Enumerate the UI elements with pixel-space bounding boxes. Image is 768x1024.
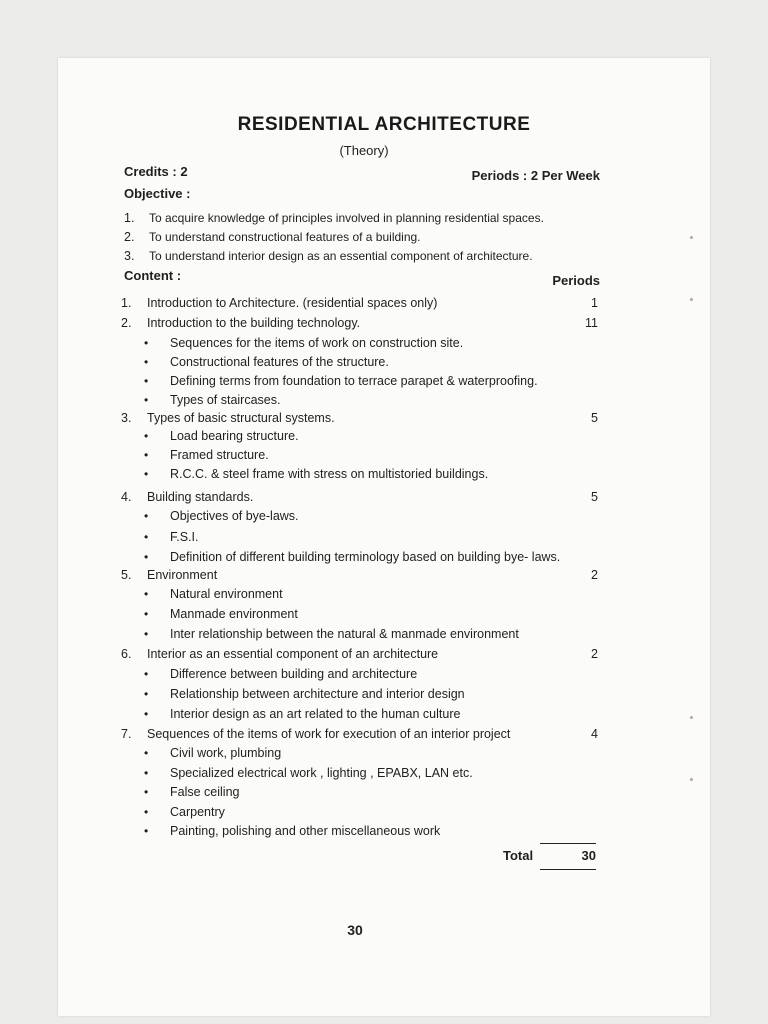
total-rule-bottom — [540, 869, 596, 870]
page-title: RESIDENTIAL ARCHITECTURE — [237, 114, 531, 135]
item-periods: 1 — [591, 296, 598, 310]
content-item-text: Types of basic structural systems. — [147, 411, 335, 425]
content-item-number: 6. — [121, 647, 132, 661]
bullet-icon: • — [144, 374, 149, 388]
content-subitem-text: Interior design as an art related to the human culture — [170, 707, 461, 721]
content-subitem — [0, 587, 768, 605]
content-subitem-text: Specialized electrical work , lighting , EPABX, LAN etc. — [170, 765, 473, 780]
content-item — [0, 490, 768, 508]
content-subitem — [0, 550, 768, 568]
total-label: Total — [503, 848, 534, 863]
objective-number: 2. — [124, 230, 135, 244]
content-subitem — [0, 687, 768, 705]
bullet-icon: • — [144, 393, 149, 407]
content-item — [0, 568, 768, 586]
content-subitem-text: R.C.C. & steel frame with stress on multistoried buildings. — [170, 467, 489, 481]
content-subitem-text: Civil work, plumbing — [170, 746, 282, 760]
content-subitem — [0, 467, 768, 485]
content-subitem-text: Inter relationship between the natural & manmade environment — [170, 627, 519, 641]
content-item — [0, 647, 768, 665]
content-subitem-text: Sequences for the items of work on construction site. — [170, 336, 464, 350]
content-subitem — [0, 530, 768, 548]
bullet-icon: • — [144, 550, 149, 564]
bullet-icon: • — [144, 707, 149, 721]
content-subitem — [0, 766, 768, 784]
content-subitem — [0, 746, 768, 764]
item-periods: 2 — [591, 568, 598, 582]
content-item-number: 7. — [121, 727, 132, 741]
content-subitem-text: Manmade environment — [170, 607, 298, 621]
content-subitem-text: Defining terms from foundation to terrace parapet & waterproofing. — [170, 374, 538, 388]
bullet-icon: • — [144, 627, 149, 641]
content-subitem-text: F.S.I. — [170, 529, 199, 544]
item-periods: 5 — [591, 411, 598, 425]
content-subitem — [0, 429, 768, 447]
bullet-icon: • — [144, 448, 149, 462]
content-subitem — [0, 355, 768, 373]
content-subitem — [0, 607, 768, 625]
content-subitem-text: Natural environment — [170, 587, 283, 601]
item-periods: 5 — [591, 490, 598, 504]
bullet-icon: • — [144, 607, 149, 621]
content-item-text: Introduction to Architecture. (residential spaces only) — [147, 296, 438, 310]
bullet-icon: • — [144, 824, 149, 838]
objective-heading: Objective : — [124, 186, 191, 201]
content-subitem-text: Types of staircases. — [170, 393, 281, 407]
bullet-icon: • — [144, 785, 149, 799]
bullet-icon: • — [144, 746, 149, 760]
content-item — [0, 316, 768, 334]
bullet-icon: • — [144, 687, 149, 701]
content-heading: Content : — [124, 268, 182, 283]
total-rule-top — [540, 843, 596, 844]
content-subitem — [0, 374, 768, 392]
content-subitem-text: Carpentry — [170, 804, 225, 819]
content-subitem — [0, 785, 768, 803]
objective-item — [0, 230, 768, 248]
item-periods: 4 — [591, 727, 598, 741]
page-number: 30 — [347, 922, 363, 938]
content-item-text: Interior as an essential component of an architecture — [147, 647, 439, 661]
objective-item — [0, 211, 768, 229]
content-subitem-text: Painting, polishing and other miscellaneous work — [170, 824, 441, 838]
bullet-icon: • — [144, 336, 149, 350]
paper-speck — [690, 778, 693, 781]
content-item-number: 3. — [121, 411, 132, 425]
content-item — [0, 727, 768, 745]
item-periods: 11 — [585, 316, 598, 330]
bullet-icon: • — [144, 467, 149, 481]
content-item-text: Sequences of the items of work for execution of an interior project — [147, 727, 511, 741]
content-subitem-text: Difference between building and architecture — [170, 667, 418, 681]
objective-number: 3. — [124, 249, 135, 263]
paper-speck — [690, 236, 693, 239]
content-subitem — [0, 448, 768, 466]
bullet-icon: • — [144, 667, 149, 681]
content-subitem — [0, 627, 768, 645]
content-subitem-text: Framed structure. — [170, 448, 269, 462]
content-item — [0, 411, 768, 429]
objective-text: To understand interior design as an essential component of architecture. — [149, 249, 533, 263]
paper-speck — [690, 298, 693, 301]
content-item-text: Introduction to the building technology. — [147, 316, 361, 330]
content-subitem — [0, 509, 768, 527]
bullet-icon: • — [144, 587, 149, 601]
bullet-icon: • — [144, 529, 149, 544]
paper-speck — [690, 716, 693, 719]
credits-label: Credits : 2 — [124, 164, 188, 179]
bullet-icon: • — [144, 509, 149, 523]
bullet-icon: • — [144, 804, 149, 819]
objective-number: 1. — [124, 211, 135, 225]
content-subitem-text: Definition of different building terminology based on building bye- laws. — [170, 550, 561, 564]
periods-per-week-label: Periods : 2 Per Week — [471, 168, 600, 183]
objective-item — [0, 249, 768, 267]
content-item — [0, 296, 768, 314]
content-subitem — [0, 805, 768, 823]
content-subitem-text: Relationship between architecture and interior design — [170, 687, 465, 701]
periods-heading: Periods — [552, 273, 600, 288]
objective-text: To understand constructional features of a building. — [149, 230, 421, 244]
content-item-number: 2. — [121, 316, 132, 330]
content-subitem-text: False ceiling — [170, 785, 240, 799]
content-subitem — [0, 393, 768, 411]
bullet-icon: • — [144, 765, 149, 780]
item-periods: 2 — [591, 647, 598, 661]
content-item-number: 1. — [121, 296, 132, 310]
content-item-text: Environment — [147, 568, 218, 582]
content-subitem — [0, 707, 768, 725]
content-subitem — [0, 336, 768, 354]
content-item-number: 4. — [121, 490, 132, 504]
content-subitem — [0, 667, 768, 685]
page-subtitle: (Theory) — [339, 143, 389, 158]
objective-text: To acquire knowledge of principles involved in planning residential spaces. — [149, 211, 544, 225]
content-subitem-text: Load bearing structure. — [170, 429, 299, 443]
content-subitem-text: Objectives of bye-laws. — [170, 509, 299, 523]
content-item-text: Building standards. — [147, 490, 254, 504]
content-subitem-text: Constructional features of the structure. — [170, 355, 389, 369]
total-value: 30 — [581, 848, 596, 863]
content-item-number: 5. — [121, 568, 132, 582]
bullet-icon: • — [144, 355, 149, 369]
bullet-icon: • — [144, 429, 149, 443]
content-subitem — [0, 824, 768, 842]
